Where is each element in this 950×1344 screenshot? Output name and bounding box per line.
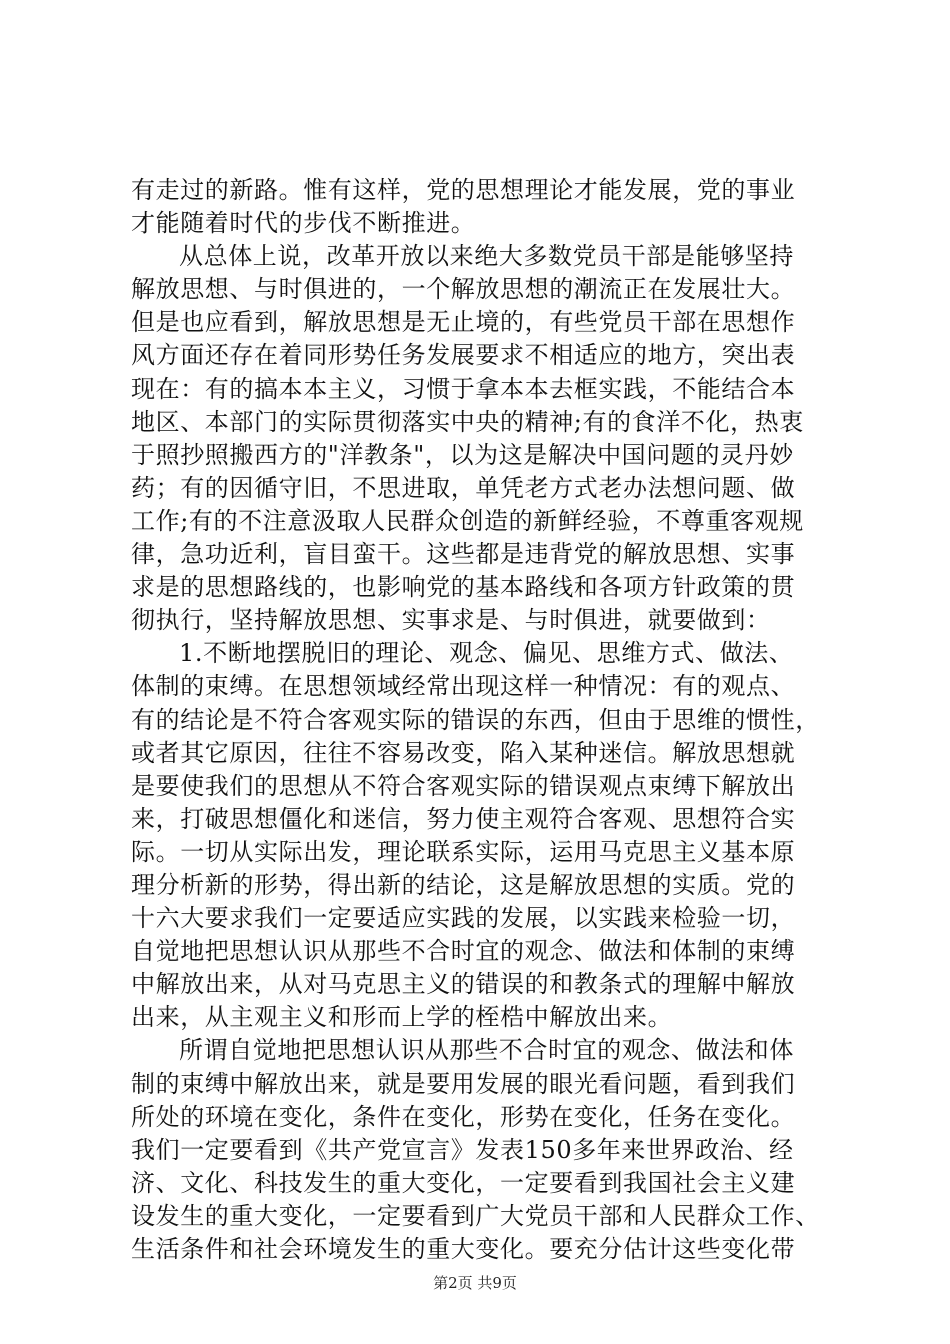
- text-line: 所谓自觉地把思想认识从那些不合时宜的观念、做法和体: [179, 1036, 794, 1065]
- text-line: 设发生的重大变化，一定要看到广大党员干部和人民群众工作、: [131, 1201, 820, 1230]
- text-line: 求是的思想路线的，也影响党的基本路线和各项方针政策的贯: [131, 573, 796, 602]
- text-line: 从总体上说，改革开放以来绝大多数党员干部是能够坚持: [179, 242, 794, 271]
- text-line: 际。一切从实际出发，理论联系实际，运用马克思主义基本原: [131, 837, 796, 866]
- text-line: 药；有的因循守旧，不思进取，单凭老方式老办法想问题、做: [131, 473, 796, 502]
- text-line: 自觉地把思想认识从那些不合时宜的观念、做法和体制的束缚: [131, 937, 796, 966]
- text-line: 彻执行，坚持解放思想、实事求是、与时俱进，就要做到：: [131, 606, 771, 635]
- text-line: 所处的环境在变化，条件在变化，形势在变化，任务在变化。: [131, 1102, 796, 1131]
- text-line: 济、文化、科技发生的重大变化，一定要看到我国社会主义建: [131, 1168, 796, 1197]
- text-line: 有走过的新路。惟有这样，党的思想理论才能发展，党的事业: [131, 176, 796, 204]
- text-line: 十六大要求我们一定要适应实践的发展，以实践来检验一切，: [131, 904, 796, 933]
- text-line: 或者其它原因，往往不容易改变，陷入某种迷信。解放思想就: [131, 738, 796, 767]
- document-body: [131, 174, 831, 1266]
- text-line: 地区、本部门的实际贯彻落实中央的精神;有的食洋不化，热衷: [131, 407, 804, 436]
- text-line: 理分析新的形势，得出新的结论，这是解放思想的实质。党的: [131, 870, 796, 899]
- text-line: 现在：有的搞本本主义，习惯于拿本本去框实践，不能结合本: [131, 374, 796, 403]
- text-line: 有的结论是不符合客观实际的错误的东西，但由于思维的惯性，: [131, 705, 820, 734]
- text-line: 工作;有的不注意汲取人民群众创造的新鲜经验，不尊重客观规: [131, 506, 804, 535]
- text-line: 出来，从主观主义和形而上学的桎梏中解放出来。: [131, 1003, 673, 1032]
- page-footer: 第2页 共9页: [433, 1274, 517, 1292]
- text-line: 体制的束缚。在思想领域经常出现这样一种情况：有的观点、: [131, 672, 796, 701]
- text-line: 是要使我们的思想从不符合客观实际的错误观点束缚下解放出: [131, 771, 796, 800]
- text-line: 生活条件和社会环境发生的重大变化。要充分估计这些变化带: [131, 1235, 796, 1263]
- text-line: 中解放出来，从对马克思主义的错误的和教条式的理解中解放: [131, 970, 796, 999]
- text-line: 于照抄照搬西方的"洋教条"，以为这是解决中国问题的灵丹妙: [131, 440, 794, 469]
- text-line: 1.不断地摆脱旧的理论、观念、偏见、思维方式、做法、: [179, 639, 794, 668]
- text-line: 才能随着时代的步伐不断推进。: [131, 209, 476, 238]
- text-line: 风方面还存在着同形势任务发展要求不相适应的地方，突出表: [131, 341, 796, 370]
- text-line: 解放思想、与时俱进的，一个解放思想的潮流正在发展壮大。: [131, 275, 796, 304]
- text-line: 律，急功近利，盲目蛮干。这些都是违背党的解放思想、实事: [131, 540, 796, 569]
- text-line: 制的束缚中解放出来，就是要用发展的眼光看问题，看到我们: [131, 1069, 796, 1098]
- text-line: 我们一定要看到《共产党宣言》发表150多年来世界政治、经: [131, 1135, 794, 1164]
- text-line: 来，打破思想僵化和迷信，努力使主观符合客观、思想符合实: [131, 804, 796, 833]
- text-line: 但是也应看到，解放思想是无止境的，有些党员干部在思想作: [131, 308, 796, 337]
